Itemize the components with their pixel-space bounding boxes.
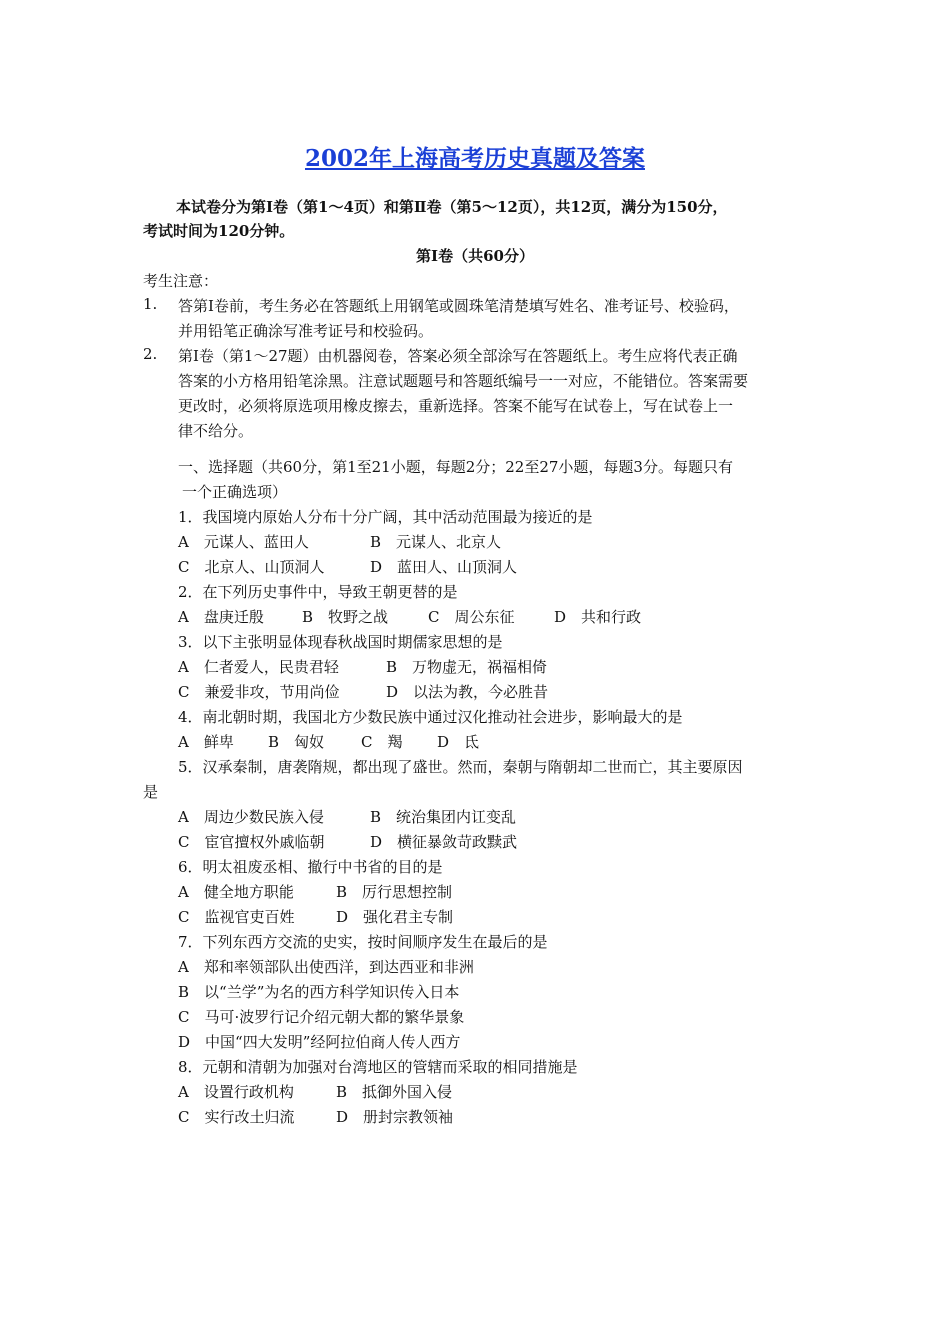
option-a: A 健全地方职能 xyxy=(178,883,294,901)
option-a: A 盘庚迁殷 xyxy=(178,608,264,626)
option-c: C 监视官吏百姓 xyxy=(178,908,295,926)
option-d: D 共和行政 xyxy=(554,608,642,626)
option-c: C 羯 xyxy=(361,733,403,751)
notice-line: 第Ⅰ卷（第1～27题）由机器阅卷，答案必须全部涂写在答题纸上。考生应将代表正确 xyxy=(178,347,738,365)
notice-line: 答第Ⅰ卷前，考生务必在答题纸上用钢笔或圆珠笔清楚填写姓名、准考证号、校验码， xyxy=(178,297,739,315)
notice-line: 答案的小方格用铅笔涂黑。注意试题题号和答题纸编号一一对应，不能错位。答案需要 xyxy=(178,372,749,390)
option-d: D 氐 xyxy=(437,733,480,751)
choice-section-header: 一、选择题（共60分，第1至21小题，每题2分；22至27小题，每题3分。每题只有 xyxy=(178,458,733,476)
option-b: B 万物虚无，祸福相倚 xyxy=(386,658,548,676)
option-c: C 马可·波罗行记介绍元朝大都的繁华景象 xyxy=(178,1008,465,1026)
option-d: D 以法为教，今必胜昔 xyxy=(386,683,549,701)
option-c: C 实行改土归流 xyxy=(178,1108,295,1126)
question-stem: 8．元朝和清朝为加强对台湾地区的管辖而采取的相同措施是 xyxy=(178,1058,578,1076)
option-b: B 元谋人、北京人 xyxy=(370,533,502,551)
option-d: D 蓝田人、山顶洞人 xyxy=(370,558,518,576)
option-c: C 宦官擅权外戚临朝 xyxy=(178,833,325,851)
option-a: A 鲜卑 xyxy=(178,733,234,751)
page-title[interactable]: 2002年上海高考历史真题及答案 xyxy=(304,145,645,172)
option-a: A 元谋人、蓝田人 xyxy=(178,533,309,551)
question-stem: 3．以下主张明显体现春秋战国时期儒家思想的是 xyxy=(178,633,503,651)
option-a: A 设置行政机构 xyxy=(178,1083,294,1101)
intro-line-2: 考试时间为120分钟。 xyxy=(143,222,295,240)
question-stem: 1．我国境内原始人分布十分广阔，其中活动范围最为接近的是 xyxy=(178,508,593,526)
question-stem: 4．南北朝时期，我国北方少数民族中通过汉化推动社会进步，影响最大的是 xyxy=(178,708,683,726)
option-d: D 中国“四大发明”经阿拉伯商人传人西方 xyxy=(178,1033,461,1051)
question-stem: 6．明太祖废丞相、撤行中书省的目的是 xyxy=(178,858,443,876)
notice-line: 律不给分。 xyxy=(178,422,254,440)
option-a: A 周边少数民族入侵 xyxy=(178,808,324,826)
question-stem: 7．下列东西方交流的史实，按时间顺序发生在最后的是 xyxy=(178,933,548,951)
notice-line: 并用铅笔正确涂写准考证号和校验码。 xyxy=(178,322,434,340)
option-b: B 抵御外国入侵 xyxy=(336,1083,453,1101)
question-stem: 2．在下列历史事件中，导致王朝更替的是 xyxy=(178,583,458,601)
option-c: C 北京人、山顶洞人 xyxy=(178,558,325,576)
question-stem: 5．汉承秦制，唐袭隋规，都出现了盛世。然而，秦朝与隋朝却二世而亡，其主要原因 xyxy=(178,758,743,776)
option-c: C 兼爱非攻，节用尚俭 xyxy=(178,683,340,701)
option-d: D 册封宗教领袖 xyxy=(336,1108,454,1126)
option-b: B 以“兰学”为名的西方科学知识传入日本 xyxy=(178,983,460,1001)
option-d: D 横征暴敛苛政黩武 xyxy=(370,833,518,851)
notice-line: 更改时，必须将原选项用橡皮擦去，重新选择。答案不能写在试卷上，写在试卷上一 xyxy=(178,397,734,415)
option-b: B 厉行思想控制 xyxy=(336,883,453,901)
option-b: B 统治集团内讧变乱 xyxy=(370,808,517,826)
option-d: D 强化君主专制 xyxy=(336,908,454,926)
option-a: A 仁者爱人，民贵君轻 xyxy=(178,658,339,676)
notice-number: 2. xyxy=(143,345,158,363)
intro-line-1: 本试卷分为第Ⅰ卷（第1～4页）和第Ⅱ卷（第5～12页），共12页，满分为150分， xyxy=(176,198,728,216)
choice-section-header: 一个正确选项） xyxy=(182,483,288,501)
option-a: A 郑和率领部队出使西洋，到达西亚和非洲 xyxy=(178,958,474,976)
notice-number: 1. xyxy=(143,295,158,313)
notice-label: 考生注意： xyxy=(143,272,219,290)
question-stem-continued: 是 xyxy=(143,783,159,801)
option-b: B 匈奴 xyxy=(268,733,325,751)
section-heading: 第Ⅰ卷（共60分） xyxy=(416,247,534,265)
option-c: C 周公东征 xyxy=(428,608,515,626)
option-b: B 牧野之战 xyxy=(302,608,389,626)
